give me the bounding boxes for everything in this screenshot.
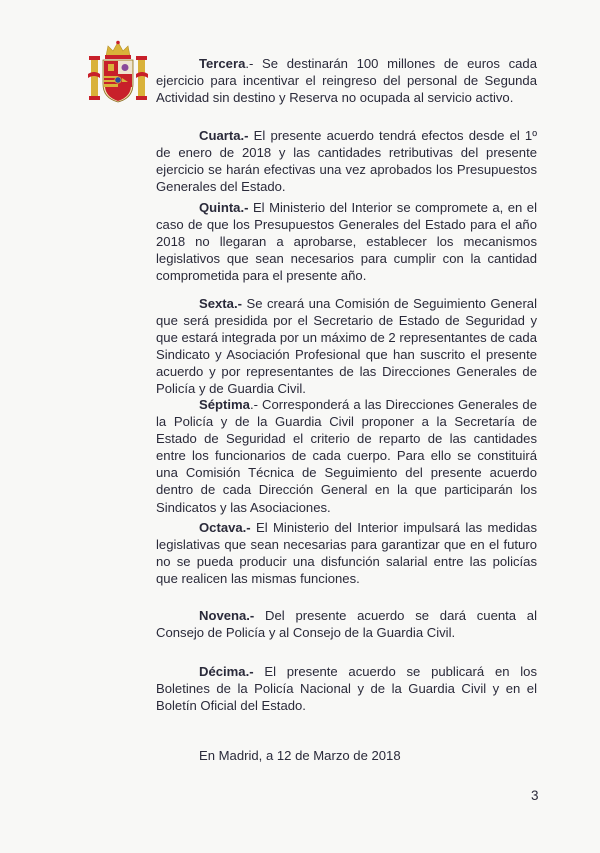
clause-heading: Sexta.- bbox=[199, 296, 242, 311]
clause-quinta bbox=[156, 199, 537, 284]
clause-novena bbox=[156, 607, 537, 641]
clause-text: El Ministerio del Interior se compromete a, en el caso de que los Presupuestos Generales del Estado para el año 2018 no llegaran a aprobarse, establecer los mecanismos legislativos que sean necesarios para cumplir con la cantidad comprometida para el presente año. bbox=[156, 200, 537, 284]
place-and-date: En Madrid, a 12 de Marzo de 2018 bbox=[199, 748, 401, 763]
clause-heading: Octava.- bbox=[199, 520, 251, 535]
clause-heading: Quinta.- bbox=[199, 200, 249, 215]
clause-heading: Décima.- bbox=[199, 664, 254, 679]
clause-cuarta bbox=[156, 127, 537, 195]
clause-text: .- Se destinarán 100 millones de euros cada ejercicio para incentivar el reingreso del personal de Segunda Actividad sin destino y Reserva no ocupada al servicio activo. bbox=[156, 56, 537, 106]
clause-septima bbox=[156, 396, 537, 516]
clause-decima bbox=[156, 663, 537, 714]
clause-octava bbox=[156, 519, 537, 587]
clause-text: El presente acuerdo tendrá efectos desde el 1º de enero de 2018 y las cantidades retributivas del presente ejercicio se harán efectivas una vez aprobados los Presupuestos Generales del Estado. bbox=[156, 128, 537, 195]
page-number: 3 bbox=[531, 788, 539, 803]
spanish-coat-of-arms-logo bbox=[88, 40, 148, 106]
clause-text: El presente acuerdo se publicará en los Boletines de la Policía Nacional y de la Guardia Civil y en el Boletín Oficial del Estado. bbox=[156, 664, 537, 714]
clause-tercera bbox=[156, 55, 537, 106]
clause-heading: Cuarta.- bbox=[199, 128, 249, 143]
clause-heading: Séptima bbox=[199, 397, 250, 412]
clause-heading: Novena.- bbox=[199, 608, 255, 623]
clause-text: Se creará una Comisión de Seguimiento General que será presidida por el Secretario de Estado de Seguridad y que estará integrada por un máximo de 2 representantes de cada Sindicato y Asociación Profesional que han suscrito el presente acuerdo y por representantes de las Direcciones Generales de Policía y de Guardia Civil. bbox=[156, 296, 537, 397]
clause-text: Del presente acuerdo se dará cuenta al Consejo de Policía y al Consejo de la Guardia Civil. bbox=[156, 608, 537, 641]
clause-heading: Tercera bbox=[199, 56, 246, 71]
clause-text: El Ministerio del Interior impulsará las medidas legislativas que sean necesarias para garantizar que en el futuro no se pueda producir una disfunción salarial entre las policías que realicen las mismas funciones. bbox=[156, 520, 537, 587]
clause-sexta bbox=[156, 295, 537, 398]
clause-text: .- Corresponderá a las Direcciones Generales de la Policía y de la Guardia Civil proponer a la Secretaría de Estado de Seguridad el criterio de reparto de las cantidades entre los funcionarios de cada cuerpo. Para ello se constituirá una Comisión Técnica de Seguimiento del presente acuerdo dentro de cada Dirección General en la que participarán los Sindicatos y las Asociaciones. bbox=[156, 397, 537, 515]
